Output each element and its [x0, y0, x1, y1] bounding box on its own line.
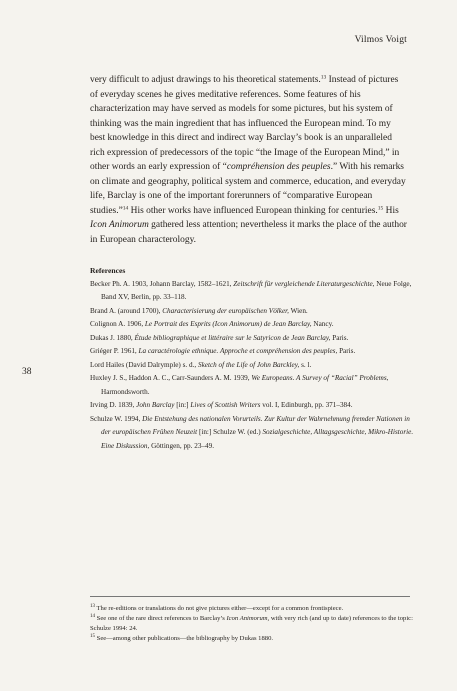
references-heading: References — [90, 266, 126, 275]
body-text-6: gathered less attention; nevertheless it marks the place of the author in European characterology. — [90, 220, 407, 245]
footnote-ref-14[interactable]: 14 — [122, 205, 129, 211]
reference-item: Irving D. 1839, John Barclay [in:] Lives of Scottish Writers vol. I, Edinburgh, pp. 371–384. — [90, 401, 353, 409]
references-section — [90, 264, 420, 453]
running-head: Vilmos Voigt — [354, 35, 407, 45]
page-number: 38 — [22, 367, 32, 377]
body-text-3: .” With his remarks on climate and geography, political system and commerce, education, and everyday life, Barclay is one of the important forerunners of “comparative European studies.” — [90, 162, 406, 216]
body-text-1: very difficult to adjust drawings to his theoretical statements. — [90, 75, 321, 85]
footnote-item: $^{15}$ See—among other publications—the bibliography by Dukas 1880. — [90, 634, 274, 642]
body-text-5: His — [383, 205, 399, 216]
reference-item: Lord Hailes (David Dalrymple) s. d., Sketch of the Life of John Barckley, s. l. — [90, 360, 312, 369]
footnote-item: $^{14}$ See one of the rare direct references to Barclay’s Icon Animorum, with very rich (and up to date) references to the topic: Schulze 1994: 24. — [90, 614, 413, 632]
footnote-number: 15 — [90, 634, 95, 639]
reference-item: Griéger P. 1961, La caractérologie ethnique. Approche et compréhension des peuples, Paris. — [90, 347, 356, 355]
reference-item: Becker Ph. A. 1903, Johann Barclay, 1582–1621, Zeitschrift für vergleichende Literaturgeschichte, Neue Folge, Band XV, Berlin, pp. 33–118. — [90, 279, 412, 301]
body-text-2: Instead of pictures of everyday scenes he gives meditative references. Some features of his characterization may have served as models for some pictures, but his system of thinking was the main ingredient that has influenced the European mind. To my best knowledge in this direct and indirect way Barclay’s book is an unparalleled rich expression of predecessors of the topic “the Image of the European Mind,” in other words an early expression of “ — [90, 75, 400, 172]
body-emphasis-2: Icon Animorum — [90, 220, 149, 230]
reference-item: Schulze W. 1994, Die Entstehung des nationalen Vorurteils. Zur Kultur der Wahrnehmung fremder Nationen in der europäischen Frühen Neuzeit [in:] Schulze W. (ed.) Sozialgeschichte, Alltagsgeschichte, Mikro-Historie. Eine Diskussion, Göttingen, pp. 23–49. — [90, 414, 414, 450]
reference-item: Dukas J. 1880, Étude bibliographique et littéraire sur le Satyricon de Jean Barclay, Paris. — [90, 333, 349, 342]
footnote-ref-15[interactable]: 15 — [377, 205, 384, 211]
body-emphasis-1: compréhension des peuples — [226, 162, 331, 172]
reference-item: Colignon A. 1906, Le Portrait des Esprits (Icon Animorum) de Jean Barclay, Nancy. — [90, 320, 334, 328]
footnote-ref-13[interactable]: 13 — [320, 74, 327, 81]
footnote-number: 13 — [90, 604, 95, 609]
body-text-4: His other works have influenced European thinking for centuries. — [128, 205, 378, 216]
footnote-divider — [90, 596, 410, 597]
footnote-item: $^{13}$ The re-editions or translations do not give pictures either—except for a common frontispiece. — [90, 604, 344, 612]
body-paragraph — [90, 73, 408, 247]
footnotes-section — [90, 604, 416, 644]
reference-item: Brand A. (around 1700), Characterisierung der europäischen Völker, Wien. — [90, 306, 308, 315]
reference-item: Huxley J. S., Haddon A. C., Carr-Saunders A. M. 1939, We Europeans. A Survey of “Racial” Problems, Harmondsworth. — [90, 374, 389, 396]
footnote-number: 14 — [90, 614, 95, 619]
